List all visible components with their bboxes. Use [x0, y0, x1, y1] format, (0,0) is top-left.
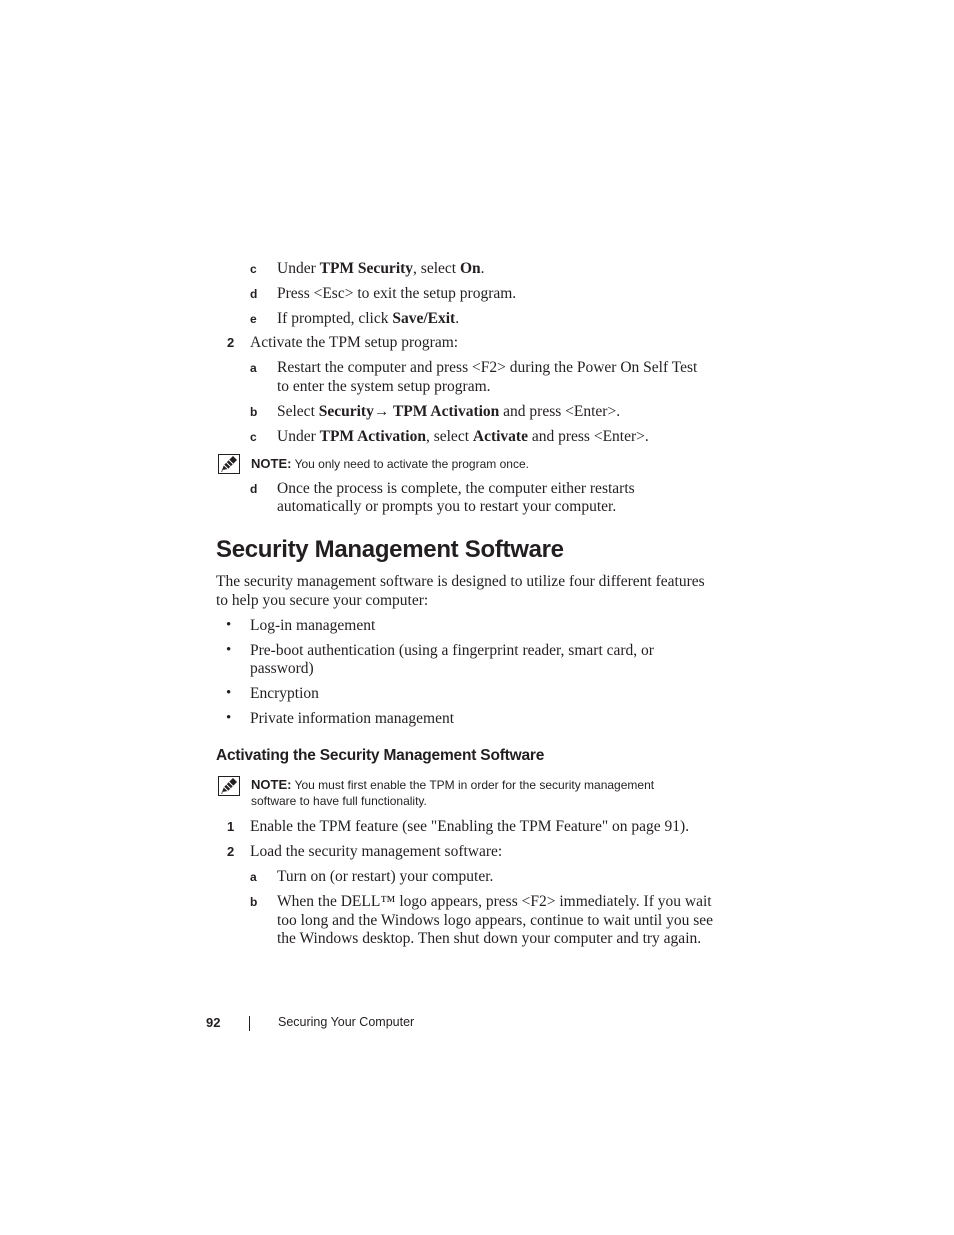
bullet-marker: • — [226, 685, 232, 701]
intro-line1: The security management software is designed to utilize four different features — [216, 573, 705, 590]
step-text-c: Under TPM Security, select On. — [277, 260, 485, 277]
bullet-marker: • — [226, 642, 232, 658]
note-once: NOTE: You only need to activate the program once. — [251, 456, 529, 471]
step-number-2: 2 — [227, 844, 235, 859]
pencil-note-icon — [218, 776, 240, 796]
step-number-1: 1 — [227, 819, 235, 834]
step-text-load-software: Load the security management software: — [250, 843, 503, 860]
bullet-marker: • — [226, 617, 232, 633]
step-text-e: If prompted, click Save/Exit. — [277, 310, 460, 327]
note-tpm-enable-line2: software to have full functionality. — [251, 794, 427, 808]
substep-text-d-line2: automatically or prompts you to restart your computer. — [277, 498, 617, 515]
step-marker-c: c — [250, 262, 257, 276]
substep-marker-a: a — [250, 870, 257, 884]
substep-text-dell-logo-line2: too long and the Windows logo appears, continue to wait until you see — [277, 912, 714, 929]
substep-marker-d: d — [250, 482, 258, 496]
bullet-login: Log-in management — [250, 617, 376, 634]
substep-text-b: Select Security→ TPM Activation and press <Enter>. — [277, 403, 621, 420]
substep-text-a-line1: Restart the computer and press <F2> during the Power On Self Test — [277, 359, 698, 376]
step-marker-d: d — [250, 287, 258, 301]
substep-marker-b: b — [250, 405, 258, 419]
bullet-encryption: Encryption — [250, 685, 319, 702]
step-text-2: Activate the TPM setup program: — [250, 334, 459, 351]
step-number-2: 2 — [227, 335, 235, 350]
step-text-d: Press <Esc> to exit the setup program. — [277, 285, 517, 302]
substep-marker-c: c — [250, 430, 257, 444]
substep-text-dell-logo-line1: When the DELL™ logo appears, press <F2> immediately. If you wait — [277, 893, 712, 910]
subsection-title: Activating the Security Management Software — [216, 747, 545, 764]
substep-text-dell-logo-line3: the Windows desktop. Then shut down your computer and try again. — [277, 930, 702, 947]
page-number: 92 — [206, 1015, 221, 1030]
intro-line2: to help you secure your computer: — [216, 592, 429, 609]
bullet-private-info: Private information management — [250, 710, 455, 727]
pencil-note-icon — [218, 454, 240, 474]
substep-text-c: Under TPM Activation, select Activate and press <Enter>. — [277, 428, 649, 445]
step-text-enable-tpm: Enable the TPM feature (see "Enabling the TPM Feature" on page 91). — [250, 818, 690, 835]
step-marker-e: e — [250, 312, 257, 326]
note-tpm-enable-line1: NOTE: You must first enable the TPM in order for the security management — [251, 777, 655, 792]
footer-divider — [249, 1016, 250, 1031]
chapter-title: Securing Your Computer — [278, 1015, 415, 1029]
bullet-marker: • — [226, 710, 232, 726]
bullet-preboot-line1: Pre-boot authentication (using a fingerprint reader, smart card, or — [250, 642, 654, 659]
substep-marker-a: a — [250, 361, 257, 375]
substep-text-a-line2: to enter the system setup program. — [277, 378, 491, 395]
section-title: Security Management Software — [216, 536, 564, 563]
substep-marker-b: b — [250, 895, 258, 909]
bullet-preboot-line2: password) — [250, 660, 314, 677]
substep-text-turn-on: Turn on (or restart) your computer. — [277, 868, 494, 885]
substep-text-d-line1: Once the process is complete, the computer either restarts — [277, 480, 635, 497]
